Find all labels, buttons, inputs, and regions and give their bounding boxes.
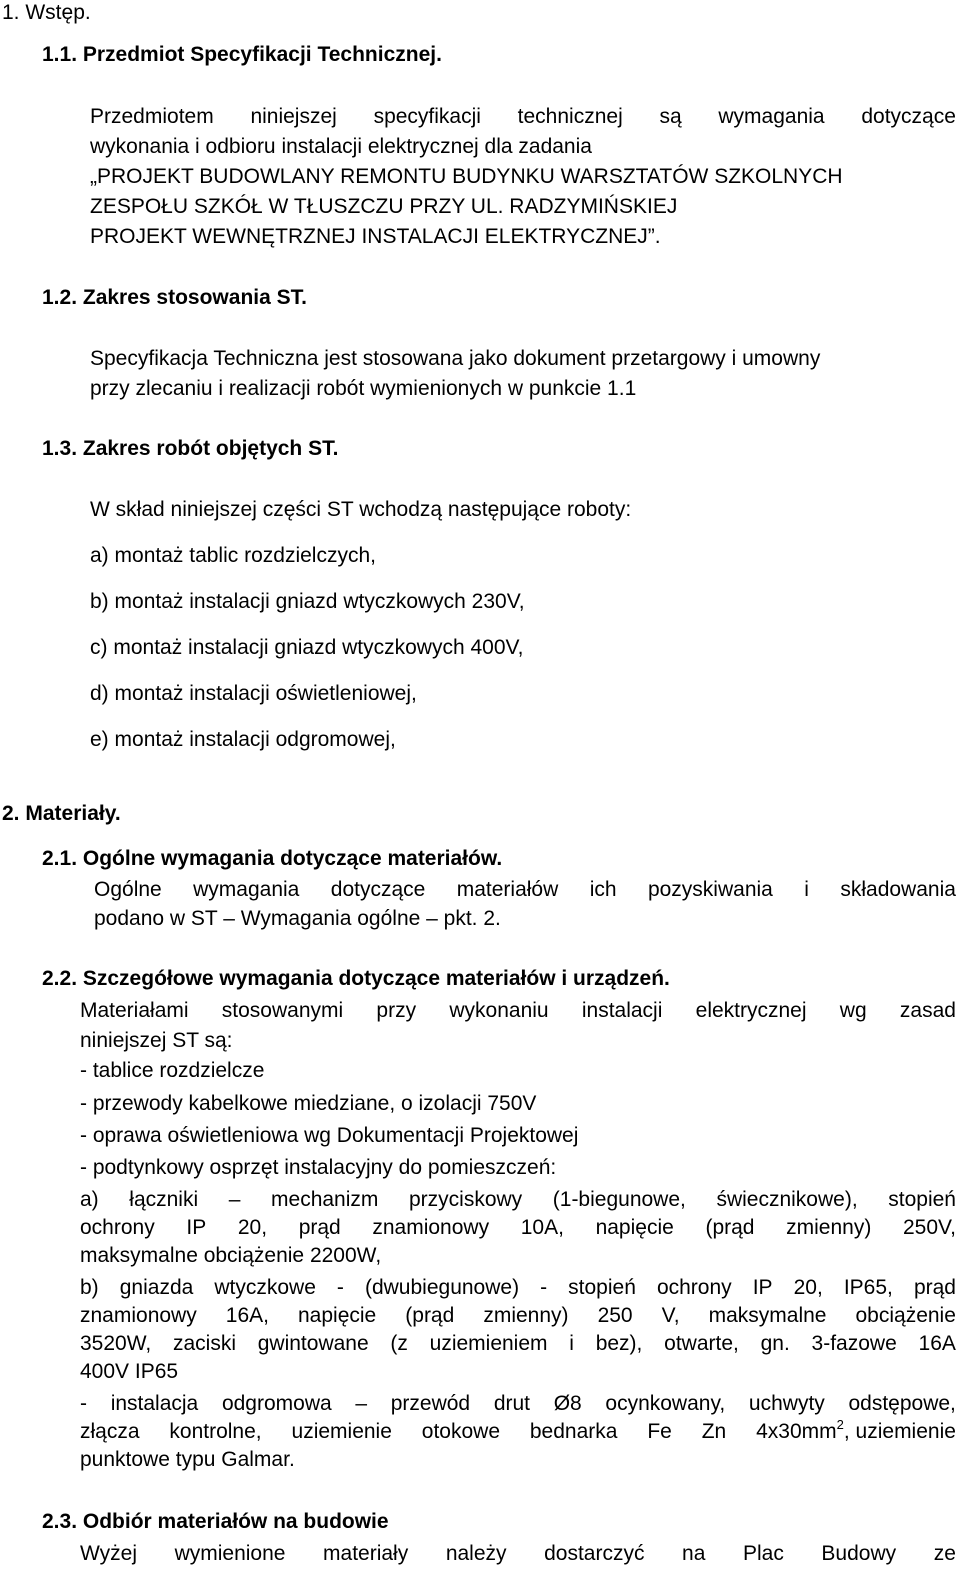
section-1-1-heading: 1.1. Przedmiot Specyfikacji Technicznej.	[42, 43, 442, 66]
s13-intro: W skład niniejszej części ST wchodzą następujące roboty:	[90, 498, 632, 521]
section-1-3-heading: 1.3. Zakres robót objętych ST.	[42, 437, 339, 460]
s11-line-3: ZESPOŁU SZKÓŁ W TŁUSZCZU PRZY UL. RADZYMIŃSKIEJ	[90, 195, 678, 218]
s22-line-1: niniejszej ST są:	[80, 1029, 233, 1052]
s22-justified-line: b) gniazda wtyczkowe - (dwubiegunowe) - stopień ochrony IP 20, IP65, prąd	[80, 1276, 956, 1299]
s22-justified-line: znamionowy 16A, napięcie (prąd zmienny) 250 V, maksymalne obciążenie	[80, 1304, 956, 1327]
s22-justified-line: ochrony IP 20, prąd znamionowy 10A, napięcie (prąd zmienny) 250V,	[80, 1216, 956, 1239]
s22-justified-line: Materiałami stosowanymi przy wykonaniu instalacji elektrycznej wg zasad	[80, 999, 956, 1022]
s21-line-0	[94, 879, 956, 900]
s21-line-1: podano w ST – Wymagania ogólne – pkt. 2.	[94, 907, 501, 930]
s22-justified-line: 3520W, zaciski gwintowane (z uziemieniem i bez), otwarte, gn. 3-fazowe 16A	[80, 1332, 956, 1355]
list-item: d) montaż instalacji oświetleniowej,	[90, 682, 417, 705]
s22-line-17: punktowe typu Galmar.	[80, 1448, 295, 1471]
section-1-heading: 1. Wstęp.	[2, 1, 91, 24]
section-2-heading: 2. Materiały.	[2, 802, 121, 825]
s22-line-11	[80, 1333, 956, 1354]
s22-line-10	[80, 1305, 956, 1326]
s11-line-0	[90, 106, 956, 127]
s12-line-1: przy zlecaniu i realizacji robót wymienionych w punkcie 1.1	[90, 377, 637, 400]
s11-line-2: „PROJEKT BUDOWLANY REMONTU BUDYNKU WARSZTATÓW SZKOLNYCH	[90, 165, 843, 188]
list-item: e) montaż instalacji odgromowej,	[90, 728, 396, 751]
s22-justified-line: złącza kontrolne, uziemienie otokowe bednarka Fe Zn $4x30mm^2$, uziemienie	[80, 1417, 956, 1443]
superscript: 2	[836, 1417, 844, 1432]
section-2-1-heading: 2.1. Ogólne wymagania dotyczące materiałów.	[42, 847, 503, 870]
s22-line-13	[80, 1393, 956, 1414]
s22-line-12: 400V IP65	[80, 1360, 179, 1383]
s22-line-8: maksymalne obciążenie 2200W,	[80, 1244, 382, 1267]
s22-line-4: - oprawa oświetleniowa wg Dokumentacji Projektowej	[80, 1124, 579, 1147]
s11-line-1: wykonania i odbioru instalacji elektrycznej dla zadania	[90, 135, 592, 158]
s22-justified-line: a) łączniki – mechanizm przyciskowy (1-biegunowe, świecznikowe), stopień	[80, 1188, 956, 1211]
s22-line-3: - przewody kabelkowe miedziane, o izolacji 750V	[80, 1092, 537, 1115]
s23-line-0	[80, 1543, 956, 1564]
s22-line-5: - podtynkowy osprzęt instalacyjny do pomieszczeń:	[80, 1156, 557, 1179]
s22-line-7	[80, 1217, 956, 1238]
s11-line-4: PROJEKT WEWNĘTRZNEJ INSTALACJI ELEKTRYCZNEJ”.	[90, 225, 661, 248]
list-item: a) montaż tablic rozdzielczych,	[90, 544, 376, 567]
section-1-2-heading: 1.2. Zakres stosowania ST.	[42, 286, 307, 309]
s22-line-6	[80, 1189, 956, 1210]
s21-justified-line: Ogólne wymagania dotyczące materiałów ich pozyskiwania i składowania	[94, 878, 956, 901]
s23-justified-line: Wyżej wymienione materiały należy dostarczyć na Plac Budowy ze	[80, 1542, 956, 1565]
s11-justified-line: Przedmiotem niniejszej specyfikacji technicznej są wymagania dotyczące	[90, 105, 956, 128]
s12-line-0: Specyfikacja Techniczna jest stosowana jako dokument przetargowy i umowny	[90, 347, 821, 370]
list-item: b) montaż instalacji gniazd wtyczkowych 230V,	[90, 590, 525, 613]
s22-line-0	[80, 1000, 956, 1021]
s22-line-9	[80, 1277, 956, 1298]
section-2-2-heading: 2.2. Szczegółowe wymagania dotyczące materiałów i urządzeń.	[42, 967, 670, 990]
section-2-3-heading: 2.3. Odbiór materiałów na budowie	[42, 1510, 389, 1533]
list-item: c) montaż instalacji gniazd wtyczkowych 400V,	[90, 636, 524, 659]
s22-justified-line: - instalacja odgromowa – przewód drut Ø8 ocynkowany, uchwyty odstępowe,	[80, 1392, 956, 1415]
s22-line-2: - tablice rozdzielcze	[80, 1059, 265, 1082]
s22-line-14	[80, 1417, 956, 1443]
